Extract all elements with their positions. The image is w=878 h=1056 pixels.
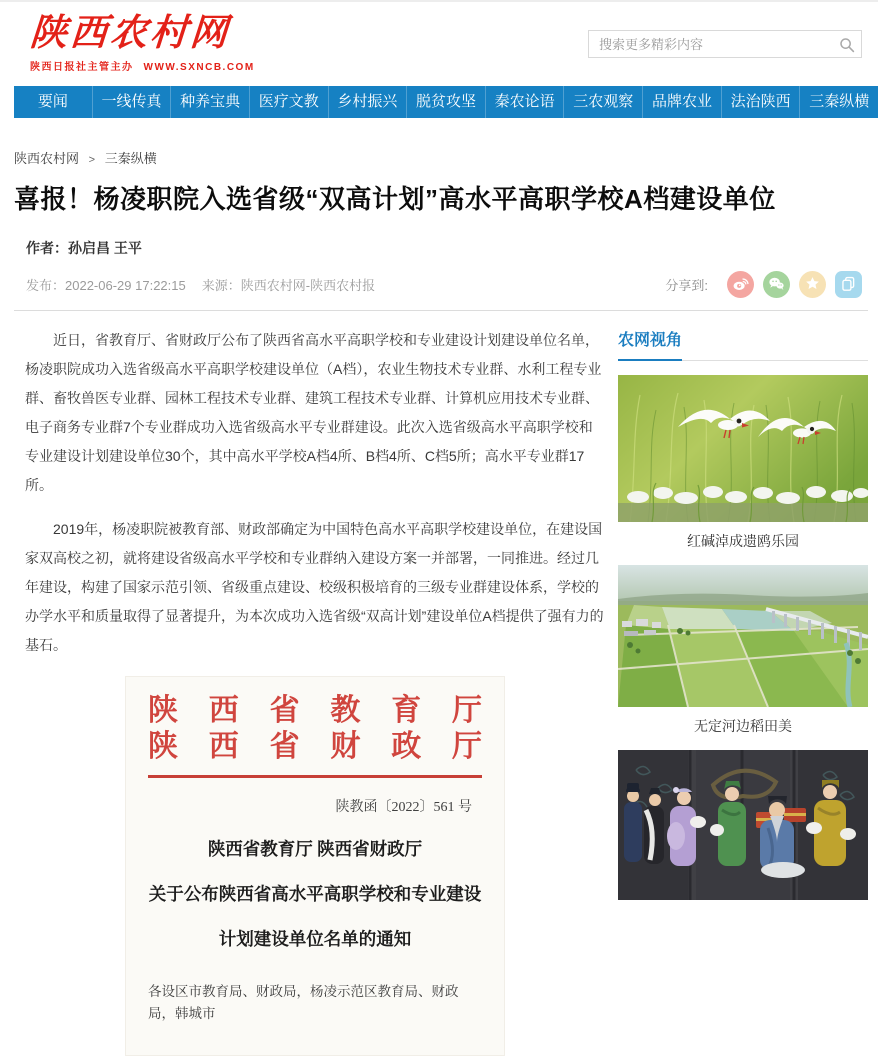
nav-item-9[interactable]: 品牌农业 — [642, 86, 721, 118]
doc-title-line-3: 计划建设单位名单的通知 — [218, 929, 412, 949]
doc-title-line-1: 陕西省教育厅 陕西省财政厅 — [207, 839, 423, 859]
publish-info — [26, 275, 375, 294]
author-row — [26, 238, 868, 258]
publish-time: 2022-06-29 17:22:15 — [65, 278, 186, 293]
share-copy-button[interactable] — [835, 271, 862, 298]
document-scan-image — [125, 676, 505, 1056]
doc-salutation: 各设区市教育局、财政局，杨凌示范区教育局、财政局，韩城市 — [148, 984, 459, 1021]
nav-item-11[interactable]: 三秦纵横 — [799, 86, 878, 118]
magnifier-icon — [839, 41, 855, 56]
sidebar-caption-gulls[interactable]: 红碱淖成遗鸥乐园 — [687, 533, 799, 549]
share-label: 分享到: — [665, 278, 708, 293]
sidebar-heading-label: 农网视角 — [618, 327, 682, 361]
rice-fields-photo[interactable] — [618, 565, 868, 707]
site-header — [0, 2, 878, 86]
sidebar-item-opera — [618, 750, 868, 900]
share-wechat-button[interactable] — [763, 271, 790, 298]
main-nav — [14, 86, 878, 118]
article-body — [14, 311, 605, 1056]
source-name: 陕西农村网-陕西农村报 — [240, 278, 376, 293]
search-button[interactable] — [839, 37, 855, 53]
breadcrumb-separator: > — [88, 154, 96, 166]
site-logo-subtitle: 陕西日报社主管主办 WWW.SXNCB.COM — [30, 62, 255, 73]
breadcrumb-home[interactable]: 陕西农村网 — [14, 151, 80, 166]
source-label: 来源： — [201, 278, 241, 293]
site-logo-title: 陕西农村网 — [28, 13, 232, 54]
nav-item-1[interactable]: 要闻 — [37, 93, 68, 110]
article-paragraph-1: 近日，省教育厅、省财政厅公布了陕西省高水平高职学校和专业建设计划建设单位名单，杨凌职院成功入选省级高水平高职学校建设单位（A档），农业生物技术专业群、水利工程专业群、畜牧兽医专业群、园林工程技术专业群、建筑工程技术专业群、计算机应用技术专业群、电子商务专业群7个专业群成功入选省级高水平专业群建设。此次入选省级高水平高职学校和专业建设计划建设单位30个，其中高水平学校A档4所、B档4所、C档5所；高水平专业群17所。 — [25, 332, 602, 493]
wechat-icon — [767, 274, 786, 296]
nav-item-7[interactable]: 秦农论语 — [485, 86, 564, 118]
share-qzone-button[interactable] — [799, 271, 826, 298]
sidebar — [618, 311, 868, 1056]
gulls-wetland-photo[interactable] — [618, 375, 868, 522]
sidebar-heading — [618, 327, 868, 361]
nav-item-6[interactable]: 脱贫攻坚 — [406, 86, 485, 118]
doc-title-line-2: 关于公布陕西省高水平高职学校和专业建设 — [148, 884, 482, 904]
author-names: 孙启昌 王平 — [68, 240, 142, 256]
site-logo[interactable] — [30, 14, 255, 73]
site-url: WWW.SXNCB.COM — [143, 62, 255, 73]
article-title: 喜报！杨凌职院入选省级“双高计划”高水平高职学校A档建设单位 — [14, 184, 776, 214]
breadcrumb-current[interactable]: 三秦纵横 — [104, 151, 157, 166]
nav-item-2[interactable]: 一线传真 — [92, 86, 171, 118]
nav-item-3[interactable]: 种养宝典 — [170, 86, 249, 118]
doc-number: 陕教函〔2022〕561 号 — [335, 800, 472, 815]
publish-label: 发布： — [26, 278, 66, 293]
share-weibo-button[interactable] — [727, 271, 754, 298]
sidebar-item-fields — [618, 565, 868, 736]
nav-item-8[interactable]: 三农观察 — [563, 86, 642, 118]
sidebar-caption-fields[interactable]: 无定河边稻田美 — [694, 718, 792, 734]
opera-performance-photo[interactable] — [618, 750, 868, 900]
sidebar-item-gulls — [618, 375, 868, 551]
nav-item-10[interactable]: 法治陕西 — [721, 86, 800, 118]
search-box — [588, 30, 862, 58]
breadcrumb — [14, 148, 868, 167]
article-paragraph-2: 2019年，杨凌职院被教育部、财政部确定为中国特色高水平高职学校建设单位，在建设国家双高校之初，就将建设省级高水平学校和专业群纳入建设方案一并部署，一同推进。经过几年建设，构建了国家示范引领、省级重点建设、校级积极培育的三级专业群建设体系，学校的办学水平和质量取得了显著提升，为本次成功入选省级“双高计划”建设单位A档提供了强有力的基石。 — [25, 521, 604, 653]
share-bar — [665, 271, 862, 298]
nav-item-4[interactable]: 医疗文教 — [249, 86, 328, 118]
qzone-star-icon — [803, 274, 822, 296]
nav-item-5[interactable]: 乡村振兴 — [328, 86, 407, 118]
meta-row — [26, 271, 868, 298]
copy-link-icon — [839, 274, 858, 296]
search-input[interactable] — [588, 30, 862, 58]
weibo-icon — [731, 274, 750, 296]
doc-red-header-1: 陕西省教育厅 — [148, 694, 482, 727]
doc-red-rule — [148, 775, 482, 778]
doc-red-header-2: 陕西省财政厅 — [148, 730, 482, 763]
author-label: 作者： — [26, 240, 68, 256]
